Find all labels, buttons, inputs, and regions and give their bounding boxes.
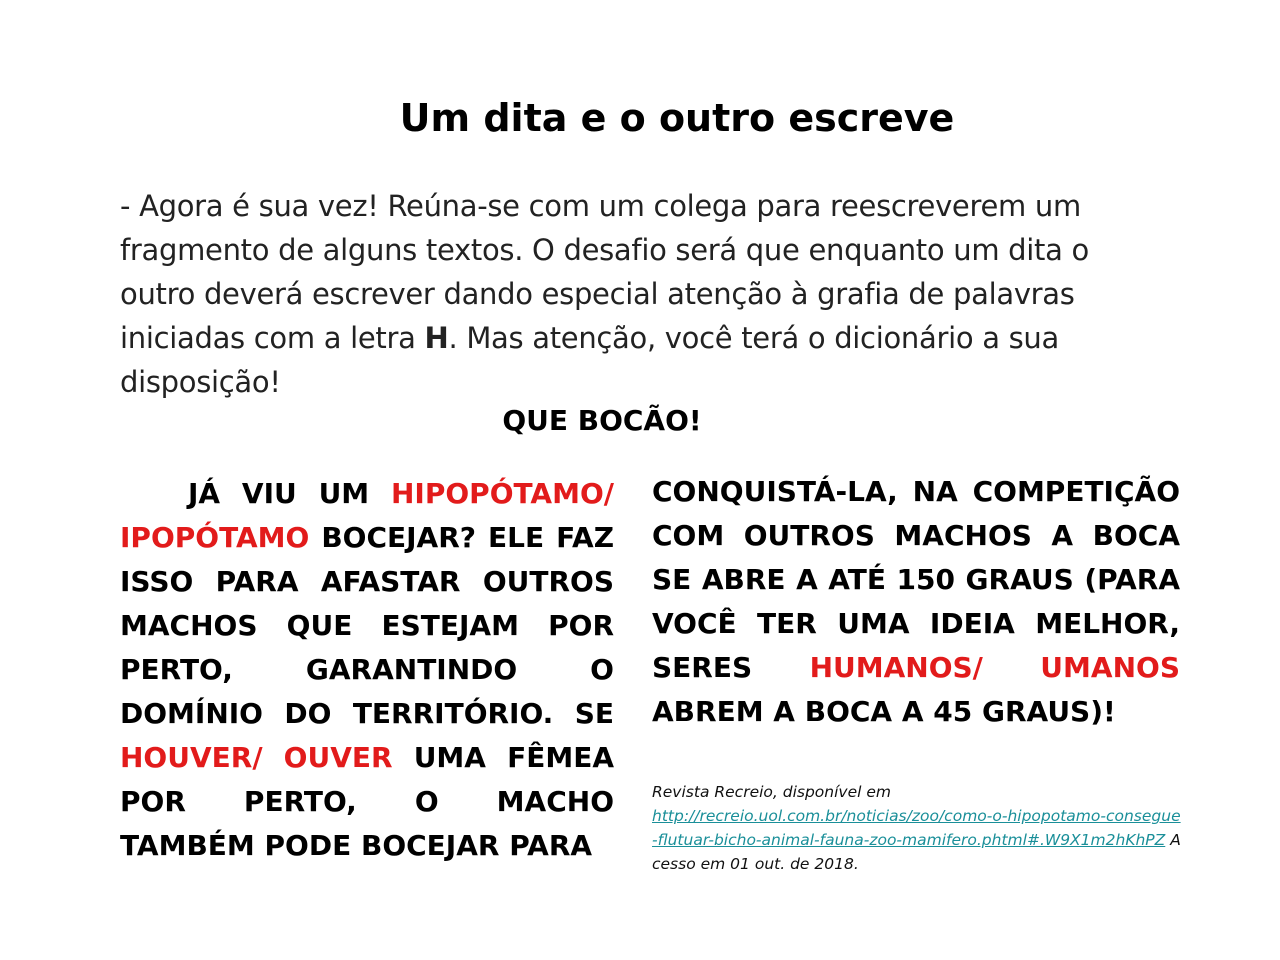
text-line: POR PERTO, O MACHO xyxy=(120,785,614,818)
text-line xyxy=(120,516,614,560)
text-line: DOMÍNIO DO TERRITÓRIO. SE xyxy=(120,697,614,730)
text-line xyxy=(652,646,1180,690)
highlight-word: HOUVER/ OUVER xyxy=(120,741,393,774)
text-line: VOCÊ TER UMA IDEIA MELHOR, xyxy=(652,607,1180,640)
text-segment: JÁ VIU UM xyxy=(188,477,391,510)
instructions-text-1: - Agora é sua vez! Reúna-se com um colega para reescreverem um fragmento de alguns textos. O desafio será que enquanto um dita o outro deverá escrever dando especial atenção à grafia de palavras iniciadas com a letra xyxy=(120,189,1089,355)
text-line: MACHOS QUE ESTEJAM POR xyxy=(120,609,614,642)
text-line xyxy=(120,736,614,780)
source-suffix: Acesso em 01 out. de 2018. xyxy=(652,831,1181,873)
text-segment: BOCEJAR? ELE FAZ xyxy=(309,521,614,554)
letter-h: H xyxy=(424,321,449,355)
highlight-word: HUMANOS/ UMANOS xyxy=(809,651,1180,684)
text-line: CONQUISTÁ-LA, NA COMPETIÇÃO xyxy=(652,475,1180,508)
text-segment: SERES xyxy=(652,651,810,684)
text-title: QUE BOCÃO! xyxy=(502,404,702,437)
text-line xyxy=(120,472,614,516)
right-column-text xyxy=(652,470,1180,734)
left-column-text xyxy=(120,472,614,868)
text-line: PERTO, GARANTINDO O xyxy=(120,653,614,686)
highlight-word: IPOPÓTAMO xyxy=(120,521,310,554)
source-prefix: Revista Recreio, disponível em xyxy=(652,783,891,801)
text-line: TAMBÉM PODE BOCEJAR PARA xyxy=(120,829,593,862)
text-line: ISSO PARA AFASTAR OUTROS xyxy=(120,565,614,598)
page-title: Um dita e o outro escreve xyxy=(399,96,955,140)
text-line: COM OUTROS MACHOS A BOCA xyxy=(652,519,1180,552)
text-segment: UMA FÊMEA xyxy=(392,741,614,774)
text-line: ABREM A BOCA A 45 GRAUS)! xyxy=(652,695,1116,728)
source-citation xyxy=(652,780,1182,876)
instructions-paragraph xyxy=(120,184,1150,404)
source-link[interactable]: http://recreio.uol.com.br/noticias/zoo/como-o-hipopotamo-consegue-flutuar-bicho-animal-fauna-zoo-mamifero.phtml#.W9X1m2hKhPZ xyxy=(652,807,1181,849)
text-line: SE ABRE A ATÉ 150 GRAUS (PARA xyxy=(652,563,1180,596)
highlight-word: HIPOPÓTAMO/ xyxy=(391,477,614,510)
instructions-text-2: . Mas atenção, você terá o dicionário a sua disposição! xyxy=(120,321,1059,399)
